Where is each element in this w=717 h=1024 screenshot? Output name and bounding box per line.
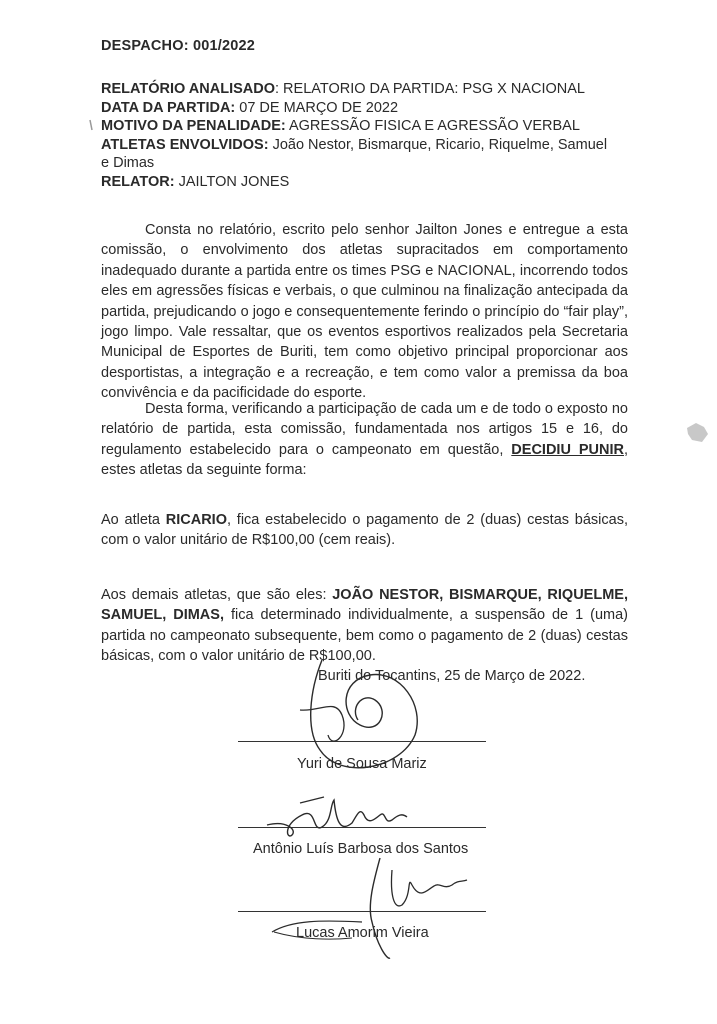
- signatory-1: Yuri de Sousa Mariz: [297, 756, 427, 772]
- header-motivo: MOTIVO DA PENALIDADE: AGRESSÃO FISICA E AGRESSÃO VERBAL: [101, 118, 580, 135]
- signatory-3: Lucas Amorim Vieira: [296, 925, 429, 941]
- signature-line-1: [238, 741, 486, 742]
- header-relatorio: RELATÓRIO ANALISADO: RELATORIO DA PARTIDA: PSG X NACIONAL: [101, 81, 585, 97]
- date-place: Buriti do Tocantins, 25 de Março de 2022.: [318, 668, 586, 684]
- paragraph-decision: Desta forma, verificando a participação de cada um e de todo o exposto no relatório de partida, esta comissão, fundamentada nos artigos 15 e 16, do regulamento estabelecido para o campeonato em questão, DECIDIU PUNIR, estes atletas da seguinte forma:: [101, 401, 628, 479]
- header-atletas: ATLETAS ENVOLVIDOS: João Nestor, Bismarque, Ricario, Riquelme, Samuel: [101, 136, 608, 153]
- header-atletas-cont: e Dimas: [101, 155, 155, 172]
- signatory-2: Antônio Luís Barbosa dos Santos: [253, 841, 469, 857]
- paragraph-report: Consta no relatório, escrito pelo senhor Jailton Jones e entregue a esta comissão, o envolvimento dos atletas supracitados em comportamento inadequado durante a partida entre os times PSG e NACIONAL, incorrendo todos eles em agressões físicas e verbais, o que culminou na finalização antecipada da partida, prejudicando o jogo e consequentemente ferindo o princípio do “fair play”, jogo limpo. Vale ressaltar, que os eventos esportivos realizados pela Secretaria Municipal de Esportes de Buriti, tem como objetivo principal proporcionar aos desportistas, a integração e a recreação, e tem como valor a premissa da boa convivência e da pacificidade do esporte.: [101, 222, 628, 402]
- signature-2-scribble: [262, 785, 412, 845]
- signature-line-3: [238, 911, 486, 912]
- header-data: DATA DA PARTIDA: 07 DE MARÇO DE 2022: [101, 99, 399, 116]
- despacho-number: DESPACHO: 001/2022: [101, 38, 256, 54]
- header-relator: RELATOR: JAILTON JONES: [101, 173, 290, 190]
- scan-speck: [682, 418, 712, 448]
- signature-line-2: [238, 827, 486, 828]
- report-header: [101, 80, 641, 192]
- scan-mark: [86, 118, 96, 132]
- paragraph-other-athletes: Aos demais atletas, que são eles: JOÃO NESTOR, BISMARQUE, RIQUELME, SAMUEL, DIMAS, fica determinado individualmente, a suspensão de 1 (uma) partida no campeonato subsequente, bem como o pagamento de 2 (duas) cestas básicas, com o valor unitário de R$100,00.: [101, 587, 628, 665]
- decidiu-punir: DECIDIU PUNIR: [511, 441, 624, 458]
- paragraph-ricario: Ao atleta RICARIO, fica estabelecido o pagamento de 2 (duas) cestas básicas, com o valor unitário de R$100,00 (cem reais).: [101, 512, 628, 549]
- signature-3-scribble: [262, 850, 482, 965]
